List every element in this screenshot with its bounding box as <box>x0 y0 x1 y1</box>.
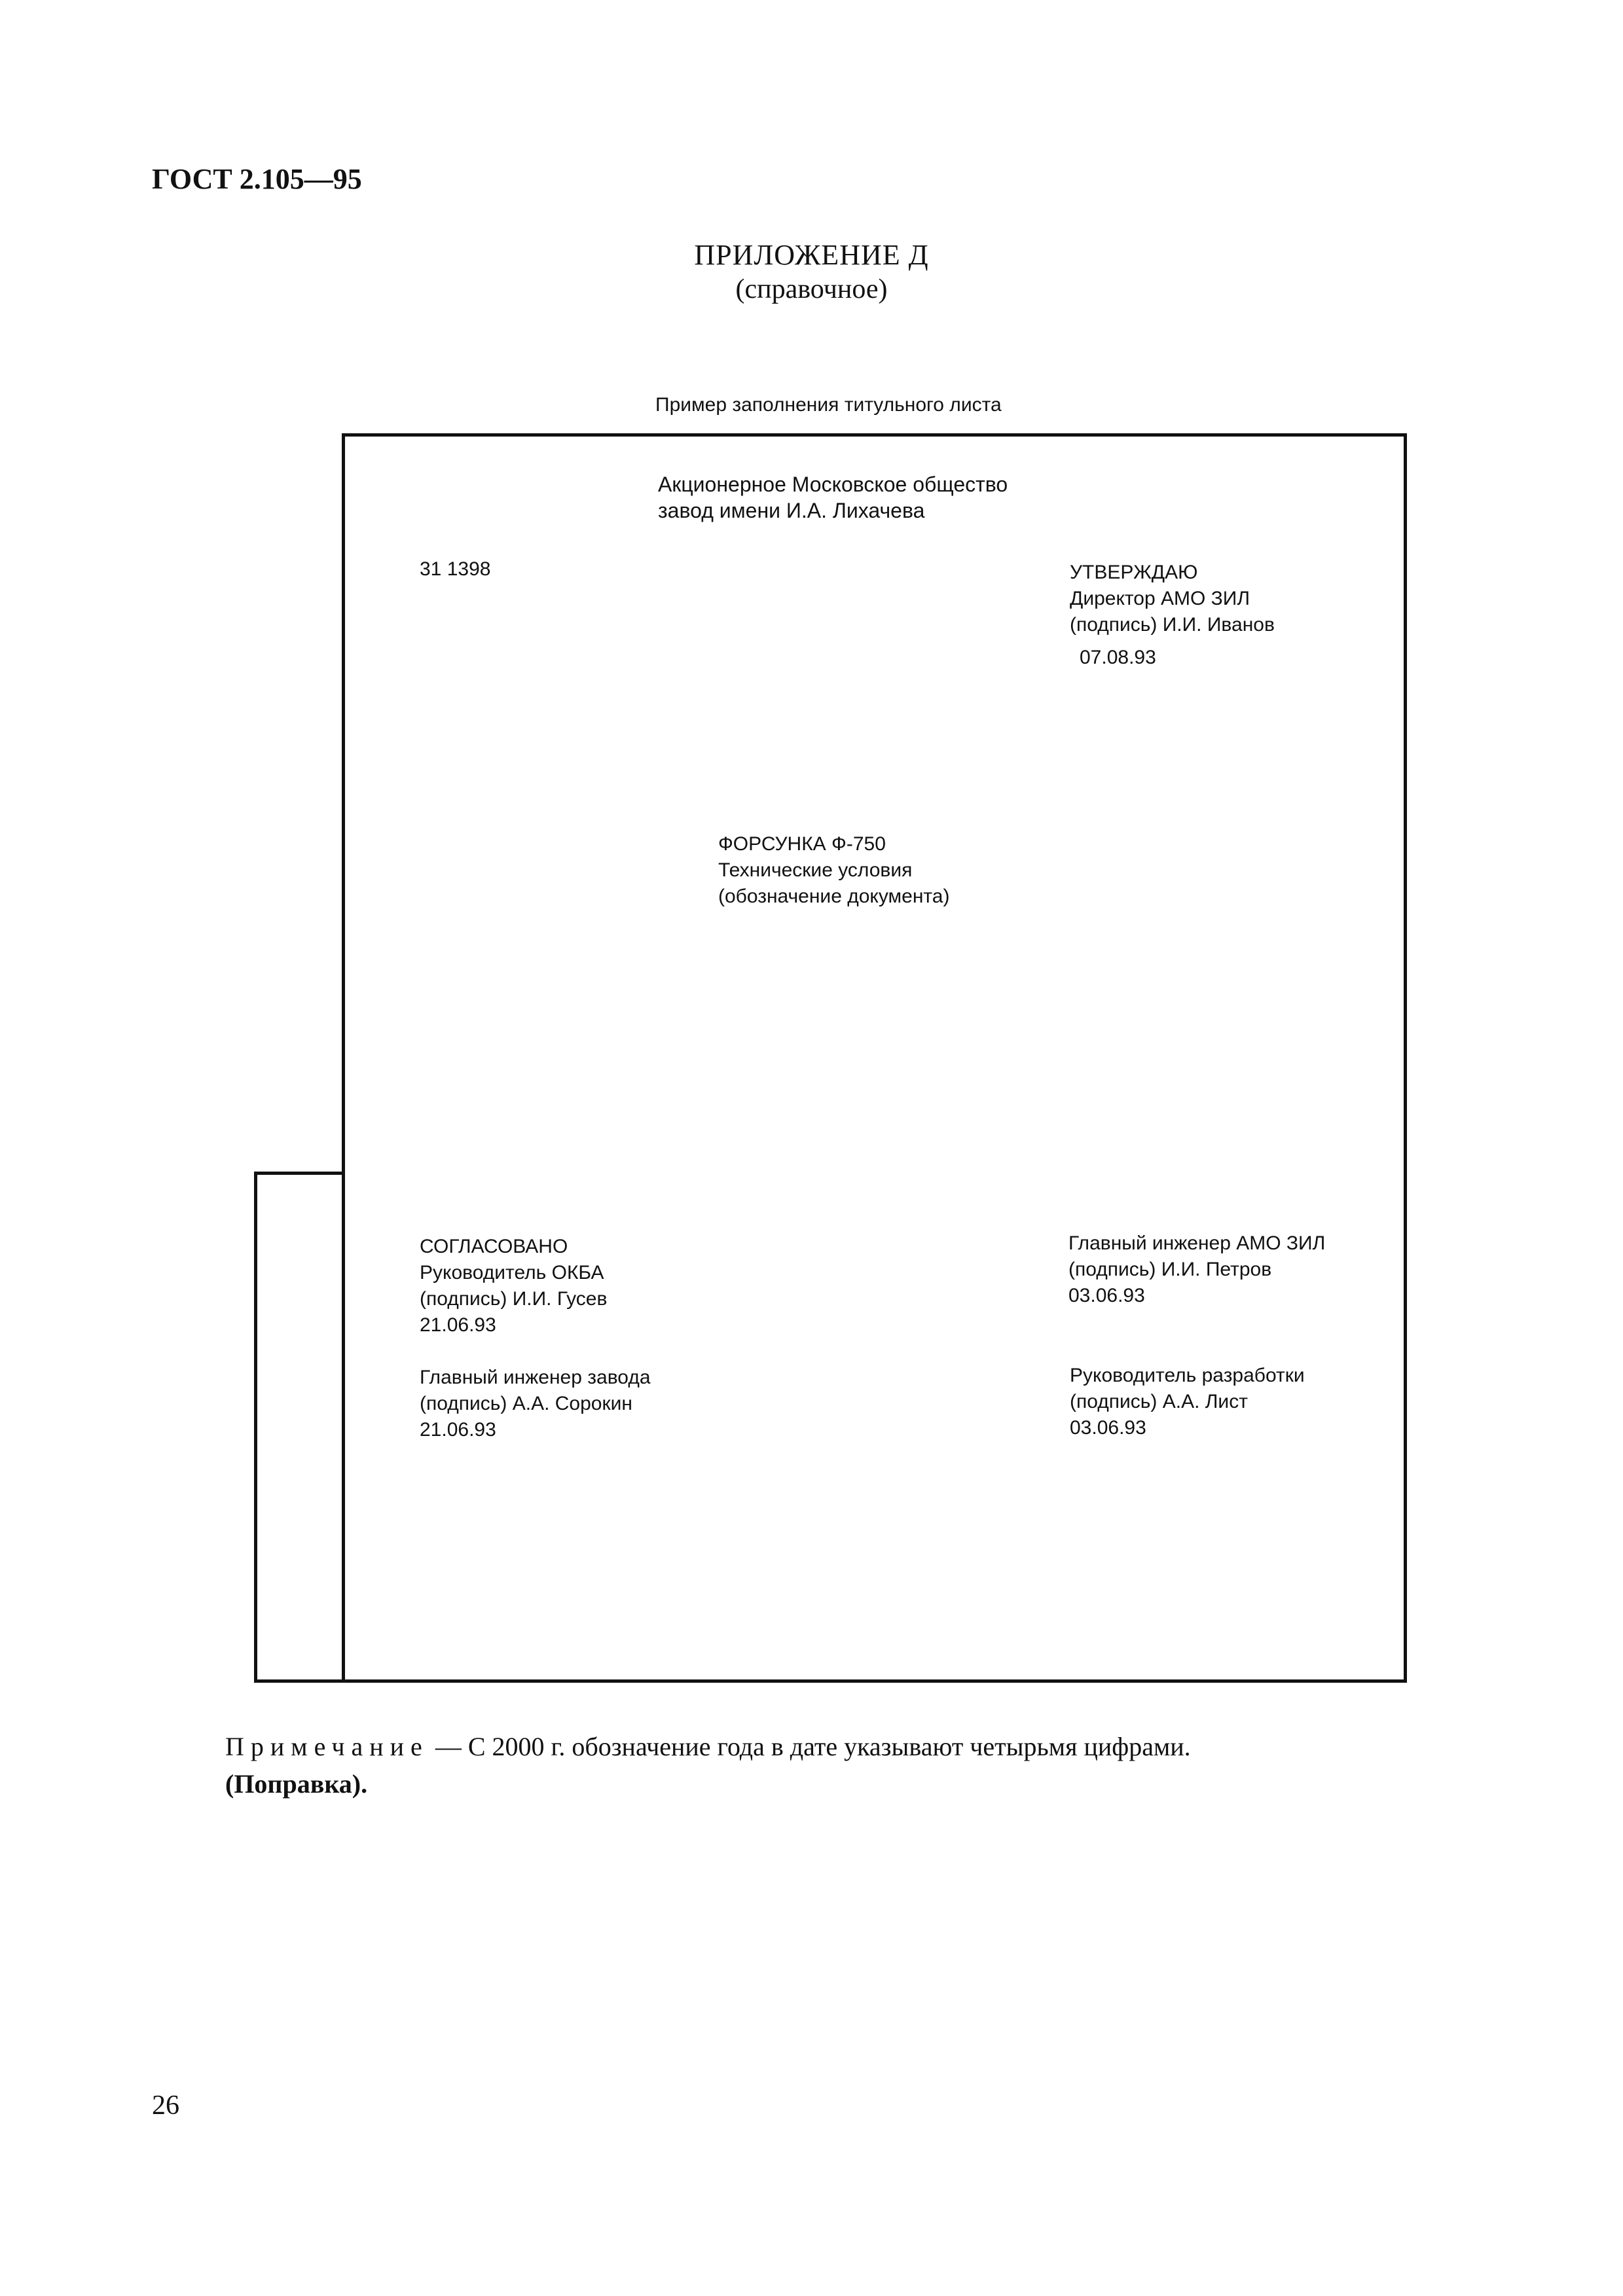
signature-line: 21.06.93 <box>420 1419 496 1441</box>
approval-block <box>1070 560 1275 638</box>
binding-strip <box>254 1172 345 1683</box>
signature-line: 03.06.93 <box>1068 1285 1145 1306</box>
page-number: 26 <box>152 2090 179 2121</box>
signature-line: Главный инженер АМО ЗИЛ <box>1068 1232 1326 1254</box>
approval-line: (подпись) И.И. Иванов <box>1070 614 1275 636</box>
agreed-line: СОГЛАСОВАНО <box>420 1236 568 1257</box>
standard-title: ГОСТ 2.105—95 <box>152 163 362 195</box>
agreed-line: Руководитель ОКБА <box>420 1262 604 1283</box>
note <box>225 1731 1191 1762</box>
organization-block <box>658 471 1008 524</box>
chief-plant-engineer-block <box>420 1365 651 1443</box>
note-text: — С 2000 г. обозначение года в дате указывают четырьмя цифрами. <box>428 1732 1191 1761</box>
chief-engineer-block <box>1068 1230 1325 1309</box>
agreed-line: (подпись) И.И. Гусев <box>420 1288 608 1310</box>
signature-line: Главный инженер завода <box>420 1367 651 1388</box>
signature-line: (подпись) И.И. Петров <box>1068 1259 1272 1280</box>
organization-line: Акционерное Московское общество <box>658 473 1008 496</box>
signature-line: Руководитель разработки <box>1070 1365 1305 1386</box>
development-head-block <box>1070 1363 1305 1441</box>
product-line: ФОРСУНКА Ф-750 <box>718 833 886 855</box>
figure-caption: Пример заполнения титульного листа <box>655 394 1002 416</box>
signature-line: (подпись) А.А. Лист <box>1070 1391 1248 1412</box>
organization-line: завод имени И.А. Лихачева <box>658 499 925 522</box>
signature-line: 03.06.93 <box>1070 1417 1146 1439</box>
product-block <box>718 831 949 910</box>
approval-line: УТВЕРЖДАЮ <box>1070 562 1198 583</box>
signature-line: (подпись) А.А. Сорокин <box>420 1393 632 1414</box>
product-line: (обозначение документа) <box>718 886 950 907</box>
classification-code: 31 1398 <box>420 558 491 580</box>
note-label: Примечание <box>225 1732 429 1761</box>
product-line: Технические условия <box>718 859 913 881</box>
approval-date: 07.08.93 <box>1080 647 1156 668</box>
approval-line: Директор АМО ЗИЛ <box>1070 588 1250 609</box>
appendix-title: ПРИЛОЖЕНИЕ Д <box>694 239 929 271</box>
agreed-block <box>420 1234 607 1338</box>
agreed-line: 21.06.93 <box>420 1314 496 1336</box>
appendix-kind: (справочное) <box>735 274 888 304</box>
correction-mark: (Поправка). <box>225 1769 368 1799</box>
